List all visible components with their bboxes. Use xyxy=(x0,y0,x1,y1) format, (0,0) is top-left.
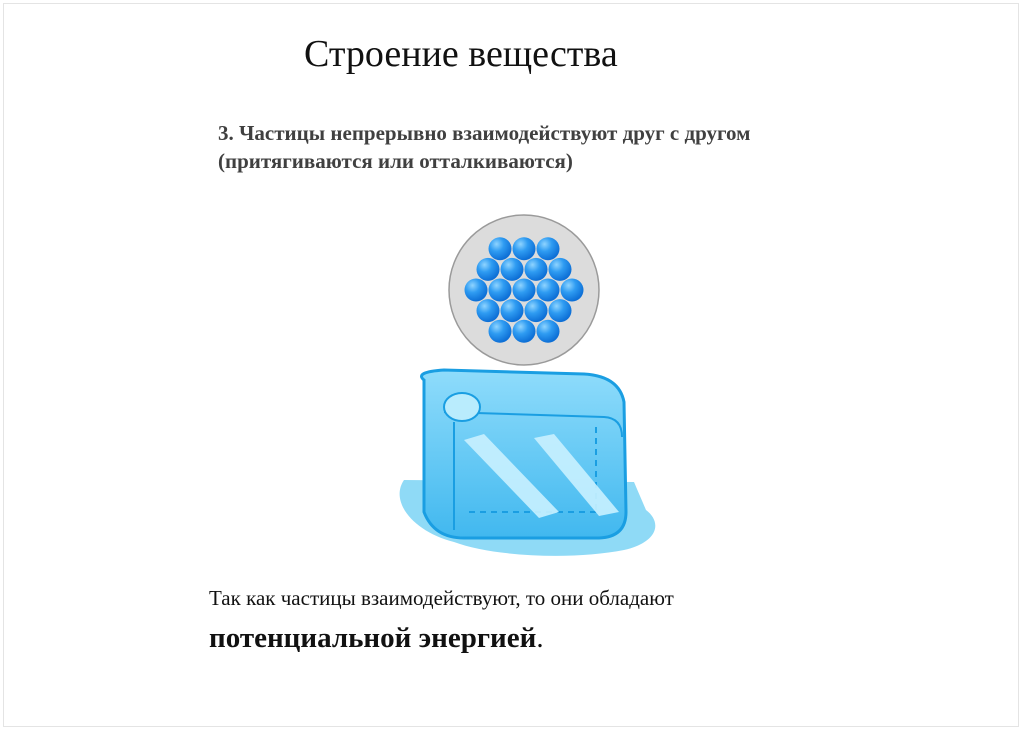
particle xyxy=(489,237,512,260)
particle xyxy=(489,279,512,302)
potential-energy-bold: потенциальной энергией xyxy=(209,622,537,654)
particle xyxy=(561,279,584,302)
particle xyxy=(513,237,536,260)
particle xyxy=(525,299,548,322)
ice-cube-illustration xyxy=(384,212,664,572)
period: . xyxy=(536,622,544,654)
particle xyxy=(501,299,524,322)
particle xyxy=(477,258,500,281)
particle xyxy=(525,258,548,281)
slide xyxy=(3,3,1019,727)
molecule-view xyxy=(449,215,599,365)
particle xyxy=(489,320,512,343)
particle xyxy=(513,279,536,302)
particle xyxy=(549,258,572,281)
particle xyxy=(477,299,500,322)
ice-cube xyxy=(422,370,627,538)
slide-title: Строение вещества xyxy=(304,33,618,75)
potential-energy-text xyxy=(209,622,544,655)
point-text: 3. Частицы непрерывно взаимодействуют друг с другом (притягиваются или отталкиваются) xyxy=(218,121,751,173)
particle xyxy=(537,237,560,260)
particle xyxy=(549,299,572,322)
particle xyxy=(465,279,488,302)
particle xyxy=(513,320,536,343)
particle xyxy=(537,320,560,343)
particle xyxy=(537,279,560,302)
particle xyxy=(501,258,524,281)
conclusion-text: Так как частицы взаимодействуют, то они обладают xyxy=(209,586,674,610)
